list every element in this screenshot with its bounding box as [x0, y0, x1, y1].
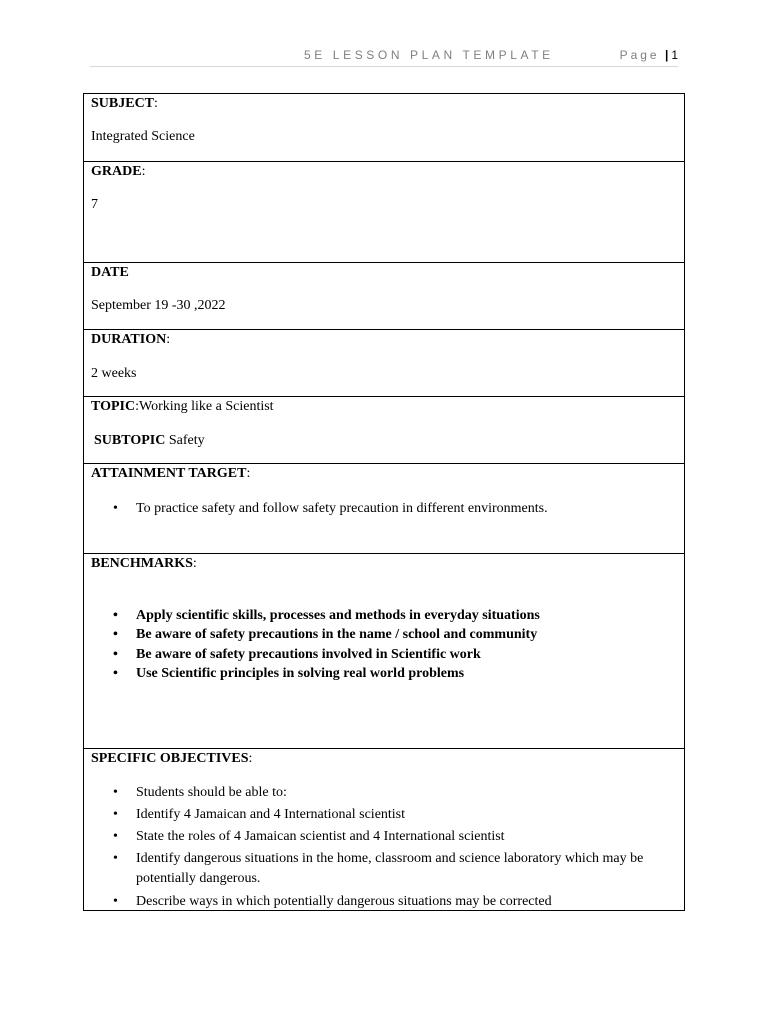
header-page-num: 1 [671, 48, 678, 62]
list-item: • Identify 4 Jamaican and 4 International scientist [91, 805, 676, 824]
grade-row [84, 161, 684, 262]
list-item: • Apply scientific skills, processes and methods in everyday situations [91, 606, 676, 625]
subtopic-line [94, 431, 205, 450]
subtopic-label: SUBTOPIC [94, 433, 166, 448]
subject-value: Integrated Science [91, 129, 195, 144]
grade-label: GRADE: [91, 164, 146, 179]
duration-label: DURATION: [91, 332, 171, 347]
date-row [84, 262, 684, 329]
list-item: • To practice safety and follow safety precaution in different environments. [91, 499, 676, 518]
list-item: • Students should be able to: [91, 783, 676, 802]
list-item: • Describe ways in which potentially dangerous situations may be corrected [91, 892, 676, 911]
date-label: DATE [91, 265, 129, 280]
specific-objectives-row [84, 748, 684, 910]
list-item: • Identify dangerous situations in the home, classroom and science laboratory which may be potentially dangerous. [91, 849, 676, 889]
benchmarks-row [84, 553, 684, 748]
specific-objectives-label: SPECIFIC OBJECTIVES: [91, 751, 253, 766]
attainment-target-list [91, 499, 676, 518]
duration-value: 2 weeks [91, 366, 137, 381]
subtopic-value: Safety [165, 433, 205, 448]
duration-row [84, 329, 684, 396]
benchmarks-label: BENCHMARKS: [91, 556, 197, 571]
attainment-target-label: ATTAINMENT TARGET: [91, 466, 251, 481]
attainment-target-row [84, 463, 684, 553]
subject-label: SUBJECT: [91, 96, 158, 111]
header-page-number [620, 48, 678, 62]
list-item: • Be aware of safety precautions involved in Scientific work [91, 645, 676, 664]
header-page-separator: | [664, 48, 669, 62]
header-page-word: Page [619, 48, 660, 62]
topic-line: TOPIC:Working like a Scientist [91, 399, 274, 414]
specific-objectives-list [91, 783, 676, 914]
date-value: September 19 -30 ,2022 [91, 298, 226, 313]
header-title: 5E LESSON PLAN TEMPLATE [304, 48, 554, 62]
list-item: • Use Scientific principles in solving real world problems [91, 664, 676, 683]
benchmarks-list [91, 606, 676, 683]
list-item: • Be aware of safety precautions in the name / school and community [91, 625, 676, 644]
lesson-plan-table [83, 93, 685, 911]
list-item: • State the roles of 4 Jamaican scientist and 4 International scientist [91, 827, 676, 846]
topic-label: TOPIC [91, 399, 136, 414]
topic-row [84, 396, 684, 463]
grade-value: 7 [91, 197, 98, 212]
page-header [90, 46, 678, 67]
topic-value: Working like a Scientist [138, 399, 274, 414]
subject-row [84, 94, 684, 161]
